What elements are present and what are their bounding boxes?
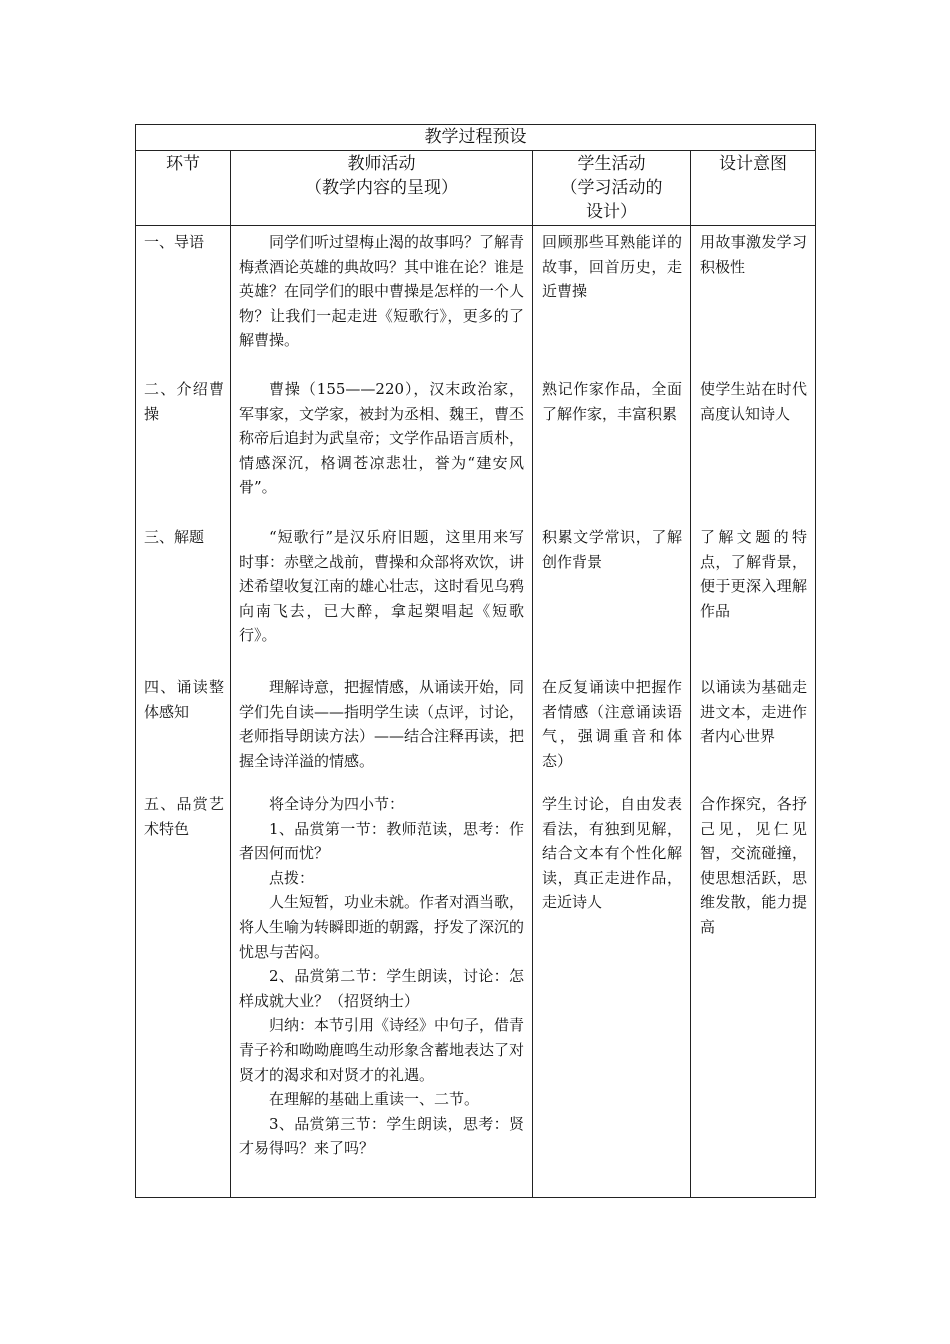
teacher-text-5-8: 3、品赏第三节：学生朗读，思考：贤才易得吗？来了吗？ [239, 1114, 524, 1158]
stage-3: 三、解题 [144, 528, 205, 546]
header-stage [136, 151, 231, 226]
teacher-text-5-4: 人生短暂，功业未就。作者对酒当歌，将人生喻为转瞬即逝的朝露，抒发了深沉的忧思与苦闷。 [239, 893, 525, 961]
header-teacher-line2: （教学内容的呈现） [305, 178, 458, 198]
teacher-text-3: “短歌行”是汉乐府旧题，这里用来写时事：赤壁之战前，曹操和众部将欢饮，讲述希望收复江南的雄心壮志，这时看见乌鸦向南飞去，已大醉，拿起槊唱起《短歌行》。 [239, 528, 525, 645]
teacher-text-5-3: 点拨： [269, 868, 315, 887]
teacher-text-5-6: 归纳：本节引用《诗经》中句子，借青青子衿和呦呦鹿鸣生动形象含蓄地表达了对贤才的渴求和对贤才的礼遇。 [239, 1016, 525, 1084]
header-row [136, 151, 816, 226]
student-text-3: 积累文学常识，了解创作背景 [542, 528, 682, 571]
intent-text-3: 了解文题的特点，了解背景，便于更深入理解作品 [700, 528, 807, 620]
teacher-text-1: 同学们听过望梅止渴的故事吗？了解青梅煮酒论英雄的典故吗？其中谁在论？谁是英雄？在同学们的眼中曹操是怎样的一个人物？让我们一起走进《短歌行》，更多的了解曹操。 [239, 233, 525, 350]
student-text-5: 学生讨论，自由发表看法，有独到见解，结合文本有个性化解读，真正走进作品，走近诗人 [542, 795, 682, 912]
header-teacher [231, 151, 533, 226]
header-stage-label: 环节 [166, 154, 200, 174]
intent-text-5: 合作探究，各抒己见，见仁见智，交流碰撞，使思想活跃，思维发散，能力提高 [700, 795, 807, 936]
header-intent-label: 设计意图 [719, 154, 787, 174]
table-caption: 教学过程预设 [136, 125, 816, 151]
stage-column [136, 226, 231, 1198]
intent-text-4: 以诵读为基础走进文本，走进作者内心世界 [700, 678, 807, 746]
teacher-text-5-7: 在理解的基础上重读一、二节。 [269, 1090, 480, 1109]
student-text-4: 在反复诵读中把握作者情感（注意诵读语气，强调重音和体态） [542, 678, 682, 770]
stage-5: 五、品赏艺术特色 [144, 795, 224, 838]
header-intent [691, 151, 816, 226]
student-text-1: 回顾那些耳熟能详的故事，回首历史，走近曹操 [542, 233, 682, 301]
intent-column [691, 226, 816, 1198]
teacher-column [231, 226, 533, 1198]
stage-4: 四、诵读整体感知 [144, 678, 224, 721]
teacher-text-4: 理解诗意，把握情感，从诵读开始，同学们先自读——指明学生读（点评，讨论，老师指导朗读方法）——结合注释再读，把握全诗洋溢的情感。 [239, 678, 525, 770]
table-row [136, 226, 816, 1198]
header-student [533, 151, 691, 226]
teaching-process-table [135, 124, 816, 1198]
intent-text-2: 使学生站在时代高度认知诗人 [700, 380, 807, 423]
header-student-line2: （学习活动的 [560, 178, 663, 198]
intent-text-1: 用故事激发学习积极性 [700, 233, 807, 276]
teacher-text-5-5: 2、品赏第二节：学生朗读，讨论：怎样成就大业？（招贤纳士） [239, 967, 524, 1010]
teacher-text-5-2: 1、品赏第一节：教师范读，思考：作者因何而忧？ [239, 819, 524, 863]
header-teacher-line1: 教师活动 [347, 154, 416, 174]
stage-1: 一、导语 [144, 233, 205, 251]
header-student-line3: 设计） [586, 202, 637, 222]
stage-2: 二、介绍曹操 [144, 380, 224, 423]
student-text-2: 熟记作家作品，全面了解作家，丰富积累 [542, 380, 682, 423]
caption-row [136, 125, 816, 151]
teacher-text-5-1: 将全诗分为四小节： [269, 795, 405, 813]
header-student-line1: 学生活动 [577, 154, 646, 174]
student-column [533, 226, 691, 1198]
teacher-text-2: 曹操（155——220），汉末政治家，军事家，文学家，被封为丞相、魏王，曹丕称帝后追封为武皇帝；文学作品语言质朴，情感深沉，格调苍凉悲壮，誉为“建安风骨”。 [239, 380, 525, 497]
